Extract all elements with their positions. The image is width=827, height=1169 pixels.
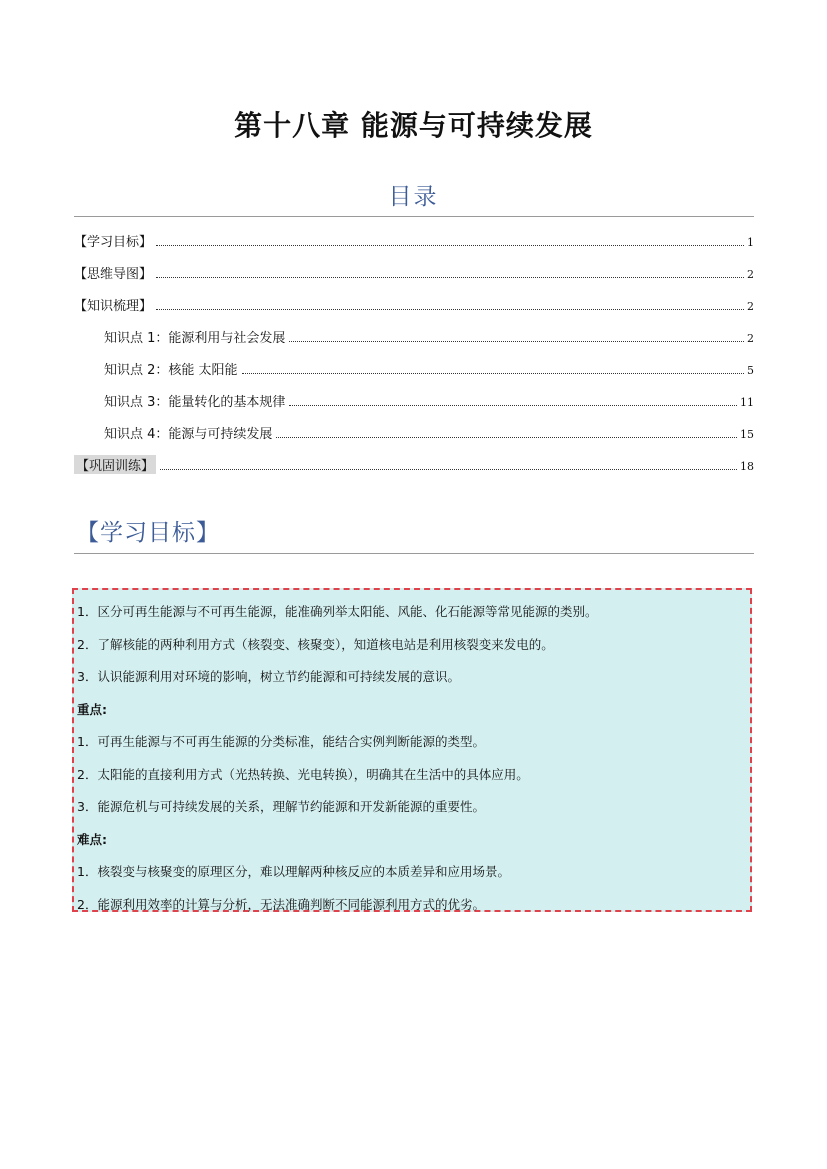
goal-item: 2．了解核能的两种利用方式（核裂变、核聚变），知道核电站是利用核裂变来发电的。 bbox=[77, 636, 554, 652]
difficult-point-item: 2．能源利用效率的计算与分析，无法准确判断不同能源利用方式的优劣。 bbox=[77, 896, 485, 912]
toc-leader-dots bbox=[156, 244, 744, 246]
toc-entry-label: 知识点 2：核能 太阳能 bbox=[104, 363, 238, 378]
toc-entry-label: 【巩固训练】 bbox=[74, 455, 156, 474]
toc-entry-page: 2 bbox=[747, 300, 754, 313]
toc-entry-label: 知识点 4：能源与可持续发展 bbox=[104, 427, 273, 442]
toc-top-divider bbox=[74, 216, 754, 217]
table-of-contents bbox=[74, 218, 754, 474]
toc-leader-dots bbox=[160, 468, 737, 470]
toc-entry-mind-map[interactable] bbox=[74, 250, 754, 282]
toc-leader-dots bbox=[242, 372, 744, 374]
toc-entry-label: 【学习目标】 bbox=[74, 235, 153, 250]
toc-entry-label: 知识点 3：能量转化的基本规律 bbox=[104, 395, 286, 410]
toc-entry-page: 11 bbox=[740, 396, 754, 409]
toc-entry-point-1[interactable] bbox=[74, 314, 754, 346]
section-divider bbox=[74, 553, 754, 554]
toc-entry-point-3[interactable] bbox=[74, 378, 754, 410]
toc-entry-page: 15 bbox=[740, 428, 754, 441]
difficult-points-label: 难点: bbox=[77, 831, 107, 847]
toc-entry-study-goals[interactable] bbox=[74, 218, 754, 250]
difficult-point-item: 1．核裂变与核聚变的原理区分，难以理解两种核反应的本质差异和应用场景。 bbox=[77, 864, 510, 879]
goal-item: 1．区分可再生能源与不可再生能源，能准确列举太阳能、风能、化石能源等常见能源的类别。 bbox=[77, 604, 598, 619]
goal-item: 3．认识能源利用对环境的影响，树立节约能源和可持续发展的意识。 bbox=[77, 669, 460, 684]
page-title: 第十八章 能源与可持续发展 bbox=[234, 109, 593, 142]
toc-entry-knowledge-review[interactable] bbox=[74, 282, 754, 314]
toc-entry-point-4[interactable] bbox=[74, 410, 754, 442]
toc-leader-dots bbox=[289, 340, 744, 342]
study-goals-box bbox=[72, 588, 752, 912]
toc-heading: 目录 bbox=[388, 184, 439, 210]
toc-leader-dots bbox=[289, 404, 737, 406]
toc-entry-page: 18 bbox=[740, 460, 754, 473]
toc-leader-dots bbox=[276, 436, 737, 438]
key-point-item: 2．太阳能的直接利用方式（光热转换、光电转换），明确其在生活中的具体应用。 bbox=[77, 766, 529, 782]
toc-entry-point-2[interactable] bbox=[74, 346, 754, 378]
key-point-item: 1．可再生能源与不可再生能源的分类标准，能结合实例判断能源的类型。 bbox=[77, 734, 485, 749]
key-point-item: 3．能源危机与可持续发展的关系，理解节约能源和开发新能源的重要性。 bbox=[77, 799, 485, 814]
toc-entry-label: 【思维导图】 bbox=[74, 267, 153, 282]
toc-entry-page: 2 bbox=[747, 268, 754, 281]
toc-leader-dots bbox=[156, 276, 744, 278]
toc-leader-dots bbox=[156, 308, 744, 310]
toc-entry-page: 2 bbox=[747, 332, 754, 345]
key-points-label: 重点: bbox=[77, 701, 107, 717]
toc-entry-label: 知识点 1：能源利用与社会发展 bbox=[104, 331, 286, 346]
section-heading-study-goals: 【学习目标】 bbox=[76, 520, 220, 546]
toc-entry-consolidation[interactable] bbox=[74, 442, 754, 474]
toc-entry-label: 【知识梳理】 bbox=[74, 299, 153, 314]
toc-entry-page: 5 bbox=[747, 364, 754, 377]
toc-entry-page: 1 bbox=[747, 236, 754, 249]
